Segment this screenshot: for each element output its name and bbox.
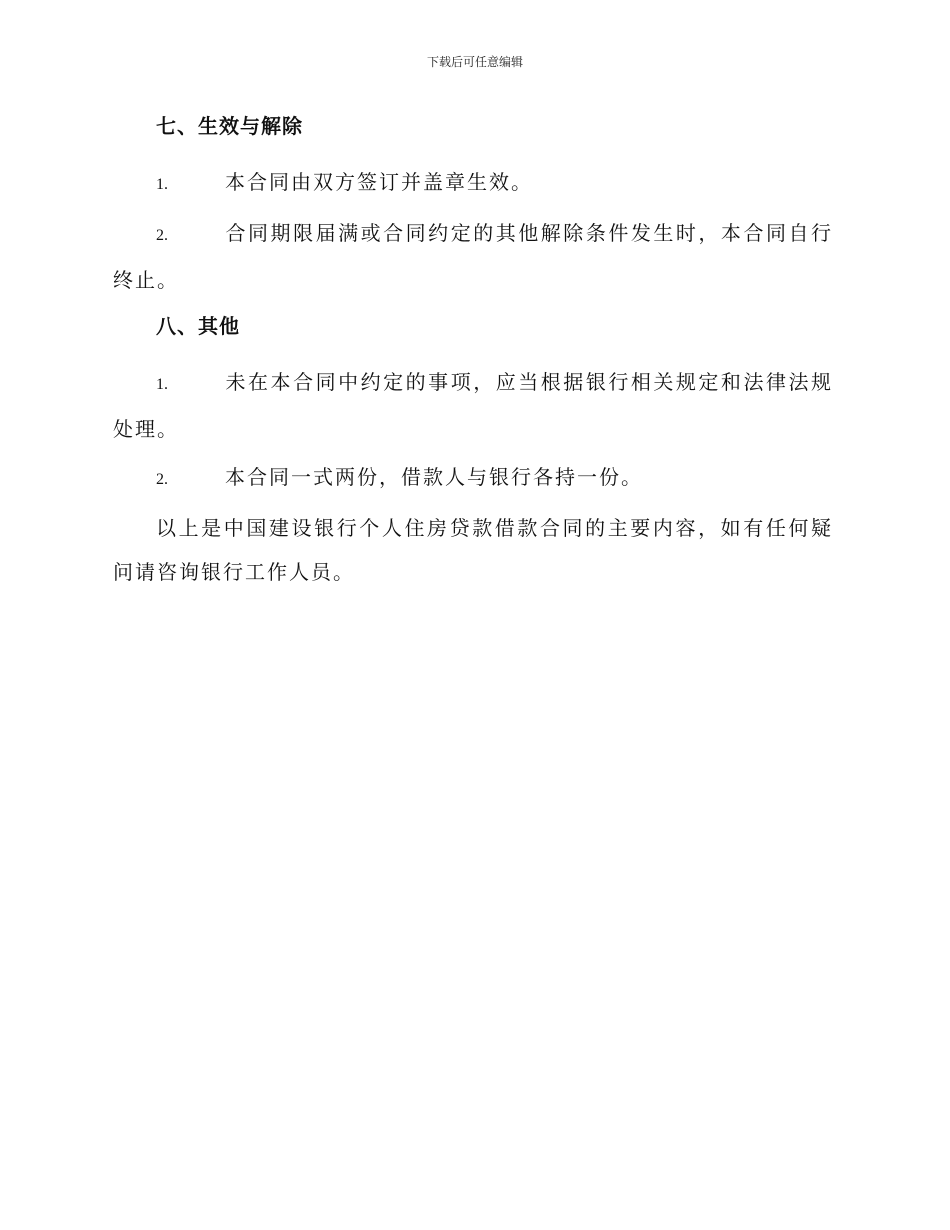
clause-number: 2. [156, 471, 168, 488]
section-heading-other: 八、其他 [156, 314, 240, 338]
section-heading-effect-termination: 七、生效与解除 [156, 114, 303, 138]
clause-number: 2. [156, 227, 168, 244]
clause-number: 1. [156, 176, 168, 193]
document-body [113, 110, 833, 594]
page-header: 下载后可任意编辑 [426, 55, 523, 69]
clause-text: 本合同由双方签订并盖章生效。 [225, 170, 533, 194]
clause-7-1 [113, 160, 833, 207]
clause-text: 未在本合同中约定的事项，应当根据银行相关规定和法律法规处理。 [113, 370, 833, 441]
clause-7-2 [113, 211, 833, 302]
clause-text: 合同期限届满或合同约定的其他解除条件发生时，本合同自行终止。 [113, 221, 833, 292]
clause-text: 本合同一式两份，借款人与银行各持一份。 [225, 465, 643, 489]
clause-number: 1. [156, 376, 168, 393]
clause-8-1 [113, 360, 833, 451]
clause-8-2 [113, 455, 833, 502]
closing-paragraph: 以上是中国建设银行个人住房贷款借款合同的主要内容，如有任何疑问请咨询银行工作人员。 [113, 516, 833, 584]
